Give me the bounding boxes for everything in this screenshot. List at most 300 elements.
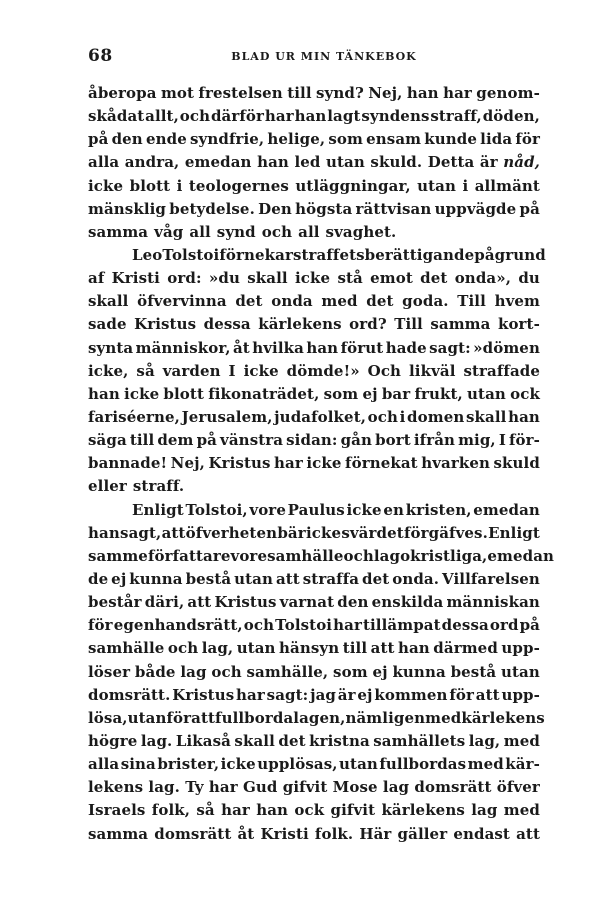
word: blott	[163, 384, 204, 403]
word: Kristus	[214, 593, 277, 612]
word: skådat	[88, 107, 145, 126]
word: har	[264, 107, 294, 126]
word: svärdet	[341, 523, 404, 542]
word: utan	[236, 639, 276, 658]
word: skall	[88, 292, 129, 311]
text-line	[88, 545, 555, 568]
word: okristliga,	[400, 546, 488, 565]
word: Tolstoi	[162, 245, 220, 264]
word: lag.	[140, 731, 173, 750]
word: straffade	[463, 361, 540, 380]
word: på	[196, 431, 217, 450]
word: med	[425, 708, 462, 727]
word: onda»,	[454, 269, 512, 288]
word: till	[342, 639, 368, 658]
word: som	[323, 384, 359, 403]
word: egenhandsrätt,	[113, 616, 243, 635]
word: som	[328, 130, 363, 149]
word: har	[236, 685, 265, 704]
word: Paulus	[287, 500, 345, 519]
word: Jerusalem,	[181, 407, 273, 426]
text-line	[88, 475, 540, 498]
word: kärlekens	[381, 801, 465, 820]
word: hvarken	[421, 454, 490, 473]
text-line	[88, 337, 540, 360]
word: straff,	[430, 107, 482, 126]
word: och	[243, 616, 275, 635]
word: hvilka	[252, 338, 304, 357]
word: Gud	[243, 778, 278, 797]
word: mig,	[458, 431, 496, 450]
word: kärlekens	[258, 315, 342, 334]
word: det	[362, 569, 390, 588]
word: för-	[508, 431, 540, 450]
word: så	[196, 801, 215, 820]
text-line	[88, 730, 540, 753]
word: sidan:	[286, 431, 338, 450]
word: till	[287, 84, 312, 102]
word: Kristi	[111, 269, 160, 288]
word: därför	[210, 107, 265, 126]
word: lag,	[468, 731, 501, 750]
word: att	[370, 639, 395, 658]
word: han	[397, 639, 430, 658]
word: för	[449, 685, 474, 704]
word: judafolket,	[274, 407, 367, 426]
word: icke	[305, 523, 342, 542]
text-line	[88, 221, 540, 244]
text-line	[88, 105, 540, 128]
word: att	[161, 523, 186, 542]
word: icke	[88, 176, 124, 195]
text-line	[88, 244, 546, 267]
word: är	[337, 685, 356, 704]
word: goda.	[402, 292, 449, 311]
word: Villfarelsen	[442, 569, 540, 588]
word: vore	[249, 500, 286, 519]
word: kunna	[129, 569, 183, 588]
word: ord?	[349, 315, 387, 334]
word: fullbordas	[379, 755, 467, 774]
word: »dömen	[473, 338, 540, 357]
text-line	[88, 591, 540, 614]
word: helige,	[267, 130, 326, 149]
word: bär	[277, 523, 306, 542]
word: människor,	[135, 338, 231, 357]
word: med	[467, 755, 504, 774]
word: upp-	[501, 685, 540, 704]
word: eller	[88, 477, 127, 496]
word: Kristus	[134, 315, 197, 334]
word: Till	[457, 292, 486, 311]
word: bar	[381, 384, 411, 403]
word: icke	[243, 361, 279, 380]
word: enskilda	[371, 593, 444, 612]
word: betydelse.	[169, 199, 255, 218]
word: en	[383, 500, 405, 519]
word: åt	[237, 824, 255, 843]
word: all	[298, 222, 320, 241]
word: vänstra	[220, 431, 284, 450]
word: den	[337, 593, 369, 612]
word: för	[515, 130, 540, 149]
word: och	[343, 546, 374, 565]
word: syndens	[361, 107, 430, 126]
word: ej	[357, 685, 373, 704]
word: domsrätt.	[88, 685, 171, 704]
word: frestelsen	[198, 84, 283, 102]
text-line	[88, 684, 540, 707]
word: emedan	[184, 153, 252, 172]
word: bannade!	[88, 454, 168, 473]
word: straff.	[132, 477, 185, 496]
word: för	[88, 616, 113, 635]
word: onda.	[392, 569, 440, 588]
word: högsta	[295, 199, 353, 218]
word: den	[111, 130, 143, 149]
word: syndfrie,	[189, 130, 265, 149]
word: straffets	[292, 245, 365, 264]
text-line	[88, 452, 540, 475]
text-line	[88, 198, 540, 221]
word: samma	[88, 824, 149, 843]
word: frukt,	[414, 384, 463, 403]
word: gån	[340, 431, 373, 450]
word: domen	[407, 407, 465, 426]
text-line	[88, 522, 540, 545]
word: han	[406, 84, 439, 102]
word: på	[474, 245, 495, 264]
word: att	[275, 569, 300, 588]
text-line	[88, 175, 540, 198]
word: icke	[306, 454, 342, 473]
word: kär-	[505, 755, 540, 774]
word: på	[88, 130, 109, 149]
word: synd	[216, 222, 256, 241]
word: samhälle	[88, 639, 165, 658]
word: led	[294, 153, 321, 172]
word: skuld.	[370, 153, 423, 172]
word: Den	[258, 199, 292, 218]
word: däri,	[144, 593, 185, 612]
word: ej	[111, 569, 127, 588]
word: fariséerne,	[88, 407, 180, 426]
word: icke	[220, 755, 256, 774]
word: alla	[88, 153, 120, 172]
word: upp-	[501, 639, 540, 658]
word: svaghet.	[325, 222, 397, 241]
word: löser	[88, 662, 131, 681]
word: det	[235, 292, 263, 311]
word: han	[294, 107, 327, 126]
word: skall	[465, 407, 507, 426]
word: har	[274, 454, 303, 473]
word: onda	[271, 292, 313, 311]
word: I	[498, 431, 506, 450]
word: ock	[294, 801, 325, 820]
word: berättigande	[364, 245, 475, 264]
word: ej	[372, 662, 388, 681]
word: Likaså	[175, 731, 231, 750]
word: gifvit	[330, 801, 376, 820]
text-line	[88, 614, 540, 637]
word: Till	[394, 315, 423, 334]
word: han	[257, 153, 289, 172]
word: dessa	[441, 616, 489, 635]
text-line	[88, 429, 540, 452]
word: högre	[88, 731, 138, 750]
text-line	[88, 753, 540, 776]
word: utan	[127, 708, 167, 727]
word: ej	[362, 384, 378, 403]
word: att	[187, 593, 212, 612]
word: i	[176, 176, 183, 195]
word: människan	[446, 593, 540, 612]
word: samma	[430, 315, 491, 334]
word: kärlekens	[461, 708, 545, 727]
word: varden	[162, 361, 221, 380]
text-line	[88, 360, 540, 383]
word: emedan	[487, 546, 555, 565]
text-line	[88, 128, 540, 151]
word: har	[208, 778, 238, 797]
word: förnekat	[345, 454, 418, 473]
word: bestå	[450, 662, 497, 681]
word: ord	[489, 616, 519, 635]
word: sagt:	[429, 338, 471, 357]
word: all	[189, 222, 211, 241]
word: brister,	[157, 755, 220, 774]
word: så	[136, 361, 155, 380]
text-line	[88, 568, 540, 591]
word: ensam	[366, 130, 422, 149]
word: och	[367, 407, 399, 426]
word: domsrätt	[414, 778, 492, 797]
text-line	[88, 776, 540, 799]
word: till	[129, 431, 155, 450]
word: mänsklig	[88, 199, 167, 218]
word: förnekar	[219, 245, 293, 264]
word: upplösas,	[257, 755, 338, 774]
text-line	[88, 82, 540, 105]
word: Här	[359, 824, 392, 843]
word: han	[88, 384, 120, 403]
word: allmänt	[474, 176, 540, 195]
word: I	[228, 361, 236, 380]
running-title: BLAD UR MIN TÄNKEBOK	[231, 50, 417, 63]
word: Kristus	[208, 454, 271, 473]
word: författare	[147, 546, 231, 565]
word: ord:	[167, 269, 202, 288]
text-line	[88, 799, 540, 822]
word: straffa	[302, 569, 360, 588]
word: Nej,	[170, 454, 205, 473]
text-line	[88, 661, 540, 684]
word: Leo	[132, 245, 163, 264]
word: och	[179, 107, 211, 126]
word: Mose	[332, 778, 378, 797]
word: han	[88, 523, 120, 542]
word: du	[518, 269, 540, 288]
word: utan	[339, 755, 378, 774]
word: öfvervinna	[137, 292, 227, 311]
word: samhällets	[373, 731, 466, 750]
text-line	[88, 499, 540, 522]
word: dömde!»	[286, 361, 360, 380]
word: fikonaträdet,	[208, 384, 320, 403]
word: är	[479, 153, 498, 172]
word: lag	[373, 546, 401, 565]
word: utan	[501, 662, 540, 681]
word: Enligt	[132, 500, 184, 519]
word: lagen,	[293, 708, 346, 727]
word: våg	[154, 222, 184, 241]
word: lagt	[327, 107, 361, 126]
word: nåd,	[503, 153, 540, 172]
word: Kristi	[260, 824, 309, 843]
word: tillämpat	[362, 616, 441, 635]
word: med	[503, 731, 540, 750]
word: blott	[129, 176, 171, 195]
word: åt	[232, 338, 250, 357]
word: det	[366, 292, 394, 311]
word: Nej,	[368, 84, 403, 102]
word: synta	[88, 338, 134, 357]
word: Detta	[427, 153, 475, 172]
word: likväl	[408, 361, 456, 380]
word: på	[519, 199, 540, 218]
word: stå	[337, 269, 363, 288]
word: lösa,	[88, 708, 128, 727]
word: de	[88, 569, 109, 588]
word: kort-	[497, 315, 540, 334]
text-line	[88, 290, 540, 313]
word: att	[516, 824, 540, 843]
word: han	[256, 801, 289, 820]
body-text	[88, 82, 555, 846]
word: jag	[310, 685, 336, 704]
text-line	[88, 707, 545, 730]
word: icke	[294, 269, 331, 288]
word: Och	[367, 361, 402, 380]
word: Israels	[88, 801, 146, 820]
word: och	[167, 639, 199, 658]
word: kristen,	[405, 500, 472, 519]
word: emot	[370, 269, 413, 288]
word: sade	[88, 315, 127, 334]
word: kunna	[392, 662, 446, 681]
word: dessa	[203, 315, 251, 334]
text-line	[88, 151, 540, 174]
word: i	[399, 407, 406, 426]
word: alla	[88, 755, 120, 774]
word: hänsyn	[279, 639, 340, 658]
page-header	[88, 46, 540, 70]
word: samhälle,	[246, 662, 329, 681]
word: har	[443, 84, 472, 102]
word: Tolstoi	[275, 616, 333, 635]
page-number: 68	[88, 46, 113, 66]
word: att	[191, 708, 216, 727]
word: och	[261, 222, 293, 241]
word: samhälle	[267, 546, 344, 565]
word: öfver	[496, 778, 540, 797]
word: och	[211, 662, 242, 681]
word: icke	[346, 500, 382, 519]
word: varnat	[279, 593, 335, 612]
word: nämligen	[345, 708, 426, 727]
word: allt,	[145, 107, 179, 126]
word: sina	[120, 755, 156, 774]
word: grund	[494, 245, 546, 264]
word: lag	[180, 662, 207, 681]
word: på	[519, 616, 540, 635]
word: vore	[230, 546, 268, 565]
word: säga	[88, 431, 127, 450]
word: domsrätt	[154, 824, 232, 843]
word: har	[221, 801, 250, 820]
text-line	[88, 406, 540, 429]
word: åberopa	[88, 84, 157, 102]
word: det	[278, 731, 306, 750]
word: har	[333, 616, 362, 635]
word: kristna	[309, 731, 370, 750]
word: uppvägde	[434, 199, 517, 218]
word: Ty	[185, 778, 204, 797]
word: bestå	[185, 569, 232, 588]
word: öfverheten	[185, 523, 278, 542]
text-line	[88, 823, 540, 846]
word: sagt,	[120, 523, 162, 542]
word: lekens	[88, 778, 144, 797]
word: lag	[382, 778, 410, 797]
word: »du	[208, 269, 240, 288]
word: förut	[340, 338, 384, 357]
word: samme	[88, 546, 148, 565]
word: hvem	[494, 292, 540, 311]
word: folk.	[314, 824, 354, 843]
word: emedan	[473, 500, 540, 519]
word: han	[306, 338, 339, 357]
word: fullborda	[215, 708, 294, 727]
word: därmed	[433, 639, 498, 658]
word: lag,	[201, 639, 234, 658]
word: utan	[417, 176, 456, 195]
word: med	[321, 292, 358, 311]
word: med	[503, 801, 540, 820]
word: skuld	[493, 454, 540, 473]
word: kommen	[374, 685, 448, 704]
word: han	[508, 407, 540, 426]
word: mot	[160, 84, 195, 102]
word: ock	[510, 384, 540, 403]
word: Enligt	[488, 523, 540, 542]
word: för	[166, 708, 192, 727]
word: skall	[247, 269, 288, 288]
word: icke,	[88, 361, 129, 380]
word: kunde	[424, 130, 478, 149]
word: ende	[145, 130, 187, 149]
word: af	[88, 269, 105, 288]
word: lag	[471, 801, 498, 820]
word: gäller	[397, 824, 448, 843]
word: utan	[326, 153, 365, 172]
word: Tolstoi,	[185, 500, 248, 519]
word: teologernes	[188, 176, 289, 195]
word: synd?	[315, 84, 364, 102]
word: att	[475, 685, 500, 704]
word: sagt:	[266, 685, 309, 704]
